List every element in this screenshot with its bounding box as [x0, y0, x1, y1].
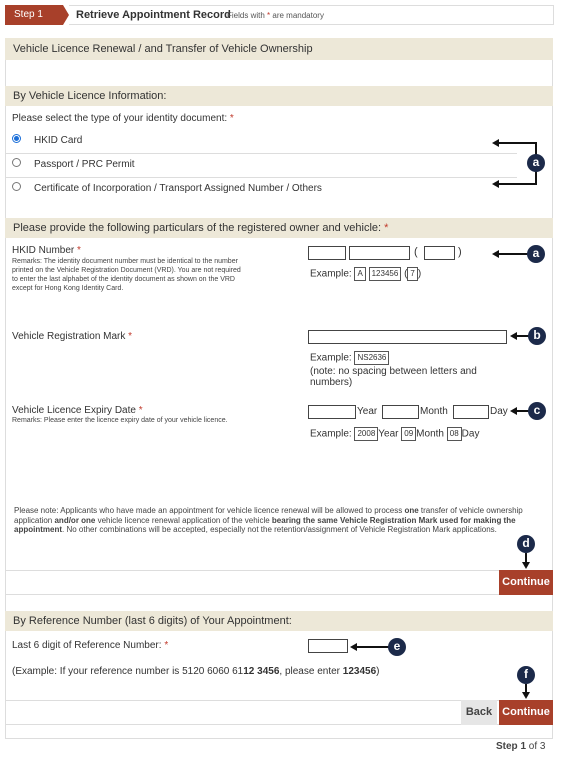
- arrow-a-bot-h: [498, 183, 536, 185]
- reference-label: [12, 640, 168, 651]
- note-paragraph: [14, 506, 542, 535]
- reference-label-text: Last 6 digit of Reference Number:: [12, 640, 162, 651]
- hkid-example-label: Example:: [310, 268, 352, 280]
- vrm-example-value: NS2636: [354, 351, 389, 365]
- hkid-remarks: Remarks: The identity document number must be identical to the number printed on the Vehicle Registration Document (VRD). You are not required to enter the last alphabet of the identity document as shown on the VRD except for Hong Kong Identity Card.: [12, 258, 241, 292]
- arrow-a-top-head: [492, 139, 499, 147]
- expiry-year-label: Year: [357, 406, 378, 417]
- vehicle-info-header: By Vehicle Licence Information:: [5, 86, 553, 106]
- hkid-label: [12, 245, 81, 256]
- hkid-example: Example: A 123456 ( 7 ): [310, 268, 422, 280]
- particulars-header-text: Please provide the following particulars of the registered owner and vehicle:: [13, 222, 382, 234]
- form-container: [5, 38, 553, 739]
- continue-button[interactable]: Continue: [499, 700, 553, 725]
- hkid-number-input[interactable]: [349, 246, 410, 260]
- radio-passport-label: Passport / PRC Permit: [34, 159, 135, 170]
- note-text: vehicle licence renewal application of the vehicle: [95, 515, 272, 525]
- required-star: *: [128, 331, 133, 342]
- marker-f: f: [517, 666, 535, 684]
- arrow-b-head: [510, 332, 517, 340]
- back-button[interactable]: Back: [461, 700, 497, 725]
- note-bold: bearing the same Vehicle Registration Mark used for making the appointment: [14, 515, 516, 534]
- expiry-label: [12, 405, 143, 416]
- radio-certificate[interactable]: [12, 182, 21, 191]
- required-star: *: [384, 222, 389, 234]
- reference-example-text: , please enter: [279, 666, 343, 677]
- required-star: *: [229, 113, 234, 124]
- arrow-a-bot-head: [492, 180, 499, 188]
- note-bold: one: [404, 506, 419, 515]
- expiry-example-day: 08: [447, 427, 462, 441]
- particulars-header: [5, 218, 553, 238]
- radio-hkid[interactable]: [12, 134, 21, 143]
- action-bar: [5, 570, 553, 595]
- marker-a2: a: [527, 245, 545, 263]
- continue-button[interactable]: Continue: [499, 570, 553, 595]
- hkid-prefix-input[interactable]: [308, 246, 346, 260]
- expiry-remarks: Remarks: Please enter the licence expiry date of your vehicle licence.: [12, 417, 228, 424]
- mandatory-note-post: are mandatory: [270, 11, 324, 20]
- expiry-example-year-label: Year: [378, 428, 399, 440]
- step-badge: Step 1: [5, 5, 63, 25]
- expiry-label-text: Vehicle Licence Expiry Date: [12, 405, 136, 416]
- divider: [5, 177, 517, 178]
- divider: [5, 153, 517, 154]
- arrow-e-line: [356, 646, 390, 648]
- reference-example-bold: 123456: [342, 666, 377, 677]
- doc-prompt: [12, 113, 234, 124]
- radio-hkid-label: HKID Card: [34, 135, 83, 146]
- reference-input[interactable]: [308, 639, 348, 653]
- hkid-close-paren: ): [458, 246, 462, 258]
- expiry-year-input[interactable]: [308, 405, 356, 419]
- vrm-example-label: Example:: [310, 352, 352, 364]
- arrow-f-head: [522, 692, 530, 699]
- doc-prompt-text: Please select the type of your identity document:: [12, 113, 228, 124]
- reference-example-bold: 12 3456: [243, 666, 280, 677]
- step-counter-total: of 3: [526, 741, 546, 752]
- hkid-example-number: 123456: [369, 267, 402, 281]
- required-star: *: [164, 640, 169, 651]
- expiry-example: [310, 427, 479, 441]
- vrm-label-text: Vehicle Registration Mark: [12, 331, 126, 342]
- radio-passport[interactable]: [12, 158, 21, 167]
- marker-d: d: [517, 535, 535, 553]
- note-text: Please note: Applicants who have made an appointment for vehicle licence renewal will be allowed to process: [14, 506, 405, 515]
- note-text: . No other combinations will be accepted, especially not the retention/assignment of Vehicle Registration Mark applications.: [62, 525, 497, 534]
- hkid-label-text: HKID Number: [12, 245, 75, 256]
- reference-header: By Reference Number (last 6 digits) of Your Appointment:: [5, 611, 553, 631]
- hkid-open-paren: (: [414, 246, 418, 258]
- expiry-day-input[interactable]: [453, 405, 489, 419]
- expiry-example-label: Example:: [310, 428, 352, 440]
- section-title: Vehicle Licence Renewal / and Transfer of Vehicle Ownership: [5, 38, 553, 60]
- marker-c: c: [528, 402, 546, 420]
- mandatory-star: *: [267, 11, 271, 20]
- hkid-check-input[interactable]: [424, 246, 455, 260]
- expiry-example-month: 09: [401, 427, 416, 441]
- arrow-c-head: [510, 407, 517, 415]
- vrm-input[interactable]: [308, 330, 507, 344]
- vrm-example: [310, 351, 389, 365]
- expiry-month-input[interactable]: [382, 405, 419, 419]
- arrow-a2-head: [492, 250, 499, 258]
- expiry-day-label: Day: [490, 406, 508, 417]
- vrm-label: [12, 331, 132, 342]
- arrow-a2-line: [498, 253, 528, 255]
- mandatory-note: [227, 11, 324, 20]
- arrow-d-head: [522, 562, 530, 569]
- required-star: *: [138, 405, 143, 416]
- radio-certificate-label: Certificate of Incorporation / Transport Assigned Number / Others: [34, 183, 322, 194]
- hkid-example-prefix: A: [354, 267, 365, 281]
- arrow-e-head: [350, 643, 357, 651]
- mandatory-note-pre: Fields with: [227, 11, 268, 20]
- note-text: transfer of vehicle ownership application: [14, 506, 523, 525]
- arrow-a-top-h: [498, 142, 536, 144]
- expiry-example-month-label: Month: [416, 428, 444, 440]
- required-star: *: [77, 245, 81, 256]
- marker-a: a: [527, 154, 545, 172]
- note-bold: and/or one: [54, 515, 96, 525]
- reference-example-text: (Example: If your reference number is 5120 6060 61: [12, 666, 244, 677]
- hkid-example-check: 7: [407, 267, 417, 281]
- expiry-example-year: 2008: [354, 427, 378, 441]
- expiry-example-day-label: Day: [461, 428, 480, 440]
- page-title: Retrieve Appointment Record: [76, 9, 231, 21]
- step-counter-bold: Step 1: [496, 741, 527, 752]
- expiry-month-label: Month: [420, 406, 448, 417]
- step-counter: [496, 741, 545, 752]
- marker-b: b: [528, 327, 546, 345]
- reference-example: [12, 666, 380, 677]
- reference-example-text: ): [376, 666, 380, 677]
- marker-e: e: [388, 638, 406, 656]
- vrm-note: (note: no spacing between letters and numbers): [310, 366, 477, 388]
